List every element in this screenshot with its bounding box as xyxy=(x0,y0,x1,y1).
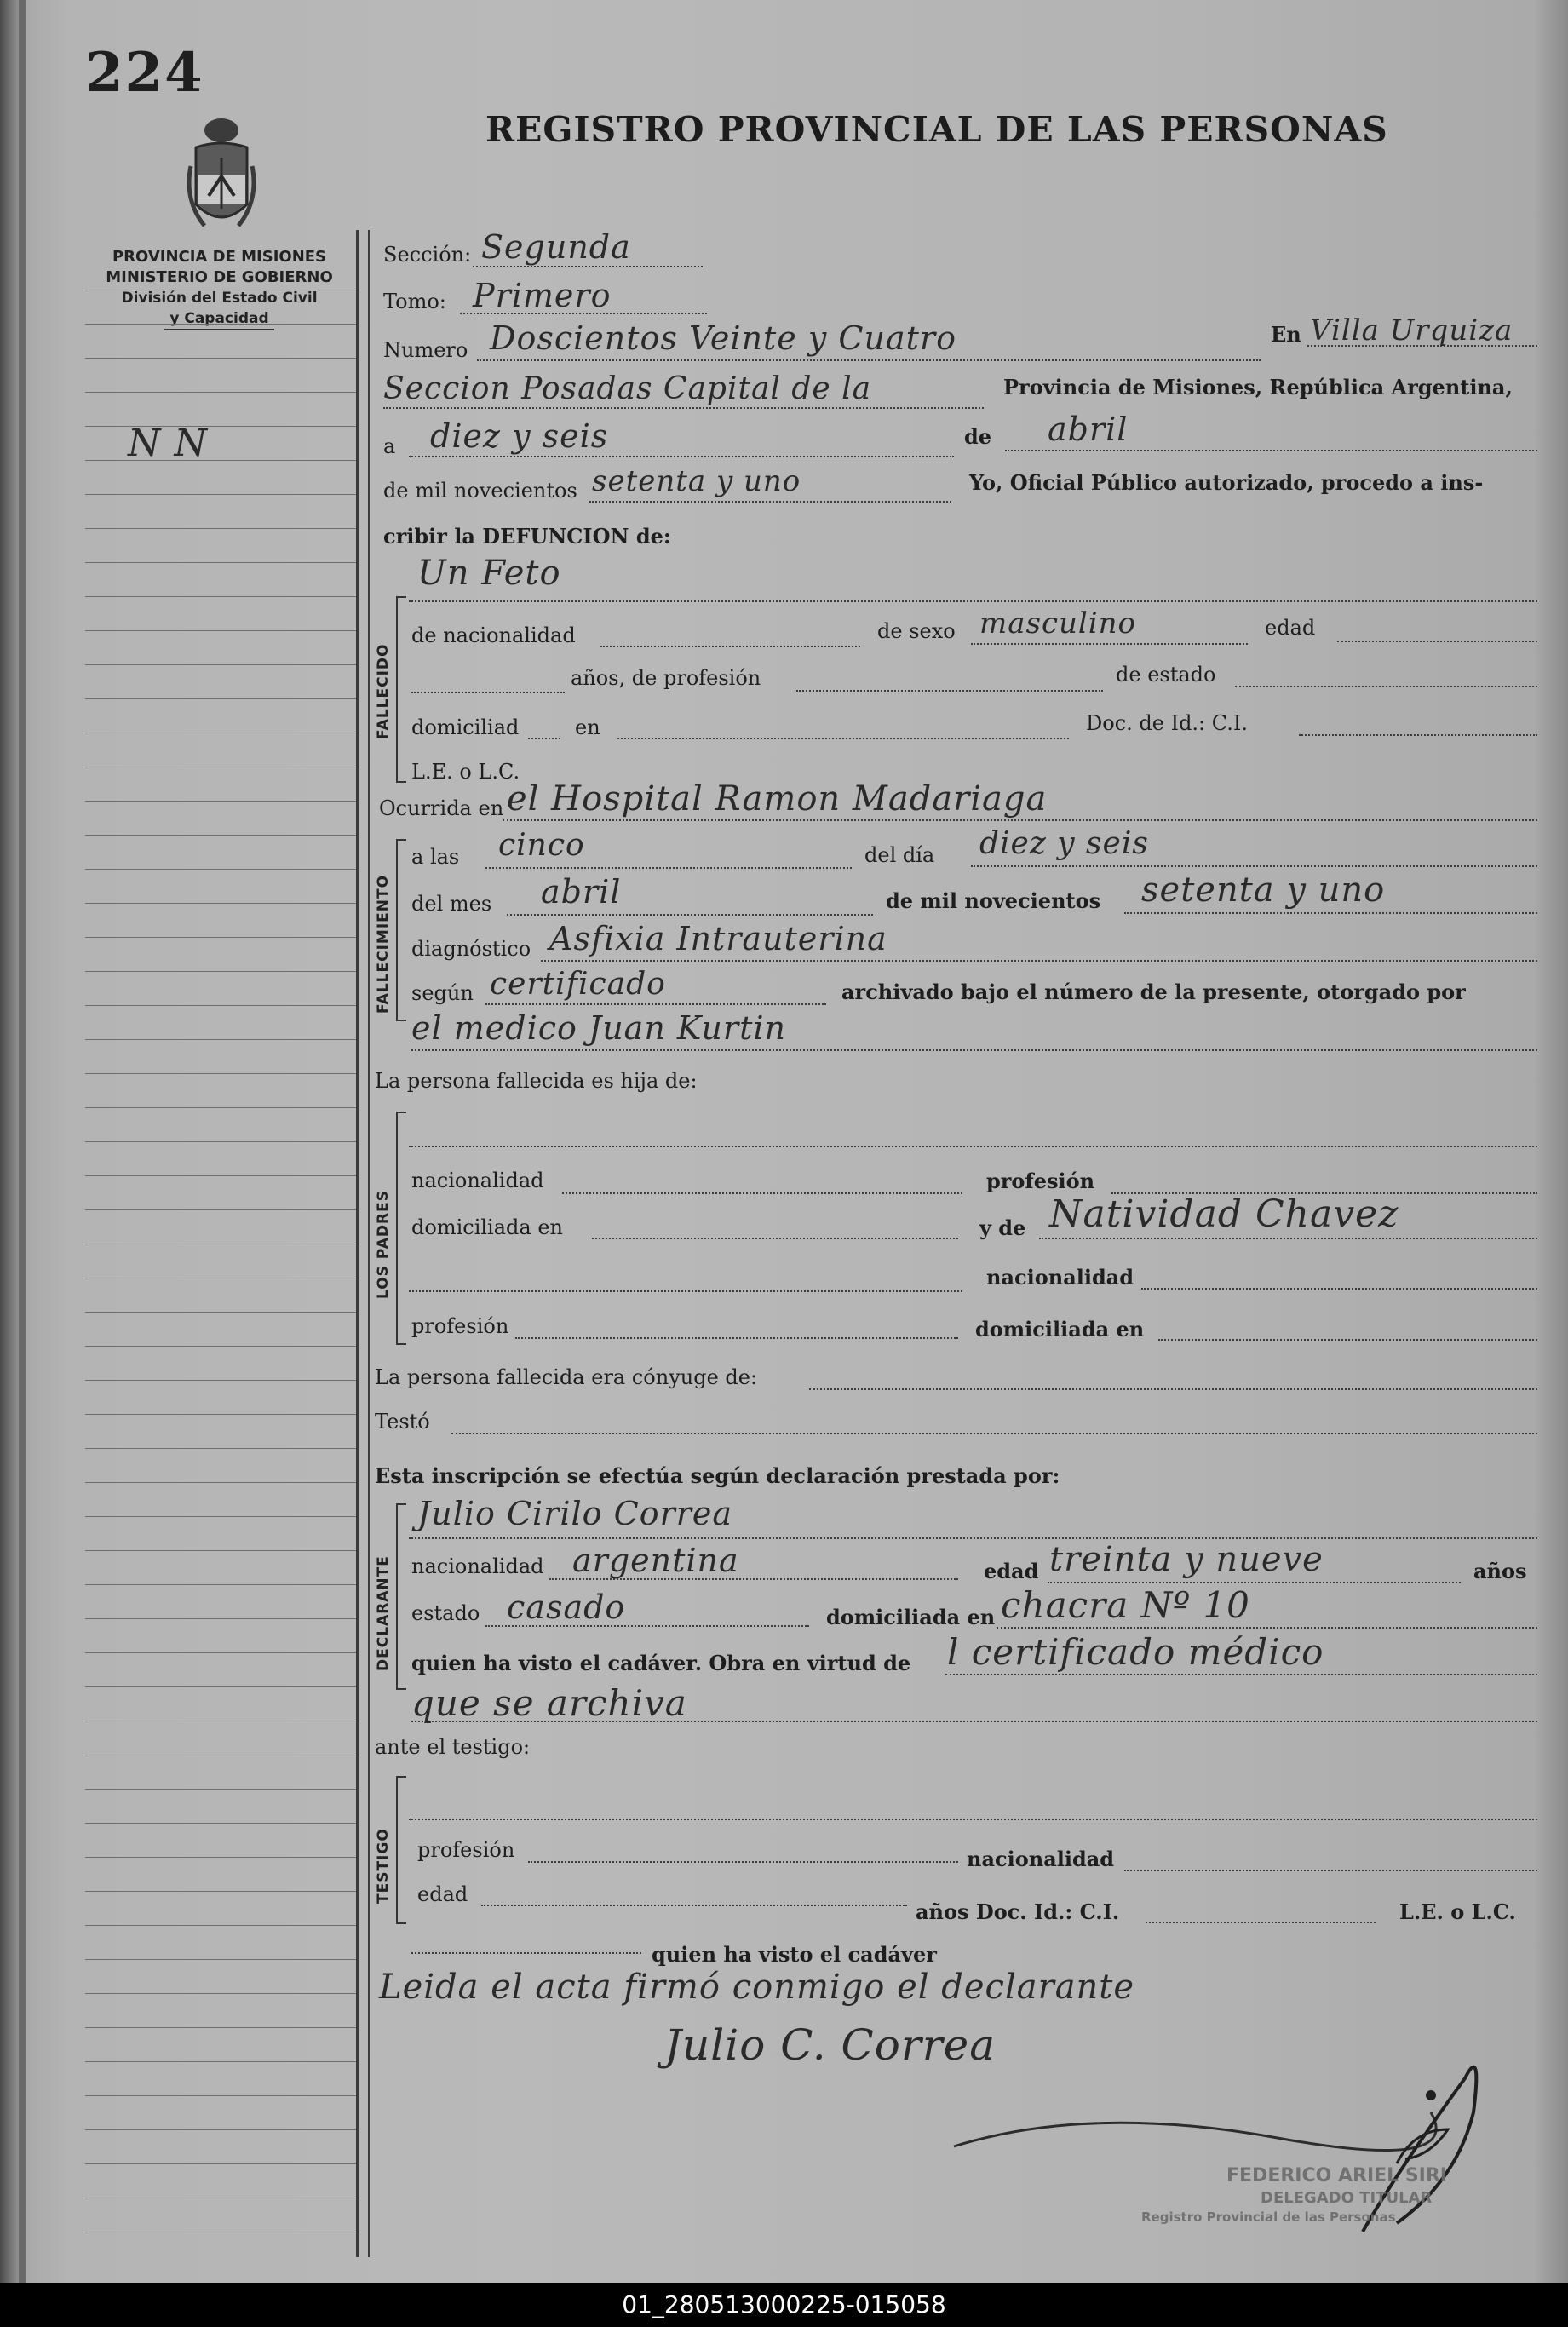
fallecido-side-label: FALLECIDO xyxy=(375,643,392,739)
declarante-edad-line xyxy=(1048,1582,1461,1583)
fallecido-sexo-label: de sexo xyxy=(877,619,956,643)
hora-value: cinco xyxy=(498,828,585,863)
margin-rule-line xyxy=(85,664,356,665)
declarante-obra-value: l certificado médico xyxy=(947,1631,1324,1673)
declarante-name-line xyxy=(409,1537,1537,1539)
testigo-quien-label: quien ha visto el cadáver xyxy=(652,1942,937,1967)
margin-note: N N xyxy=(128,422,208,465)
fallecido-bracket xyxy=(396,596,406,783)
inscribir-label: cribir la DEFUNCION de: xyxy=(383,524,671,549)
form-left-border xyxy=(356,230,359,2257)
closing-note: Leida el acta firmó conmigo el declarante xyxy=(379,1968,1135,2007)
declarante-bracket xyxy=(396,1503,406,1690)
seccion2-value: Seccion Posadas Capital de la xyxy=(383,371,872,406)
margin-rule-line xyxy=(85,1516,356,1517)
fallecido-sexo-value: masculino xyxy=(979,606,1137,641)
fallecimiento-side-label: FALLECIMIENTO xyxy=(375,874,392,1014)
margin-rule-line xyxy=(85,2163,356,2164)
fallecimiento-anio-line xyxy=(1124,912,1537,914)
margin-rule-line xyxy=(85,1312,356,1313)
fallecimiento-anio-value: setenta y uno xyxy=(1141,870,1386,910)
padres-extra-line xyxy=(409,1290,962,1292)
seccion-label: Sección: xyxy=(383,243,472,267)
declarante-obra-line xyxy=(945,1674,1537,1675)
fallecido-nac-label: de nacionalidad xyxy=(411,623,576,647)
margin-rule-line xyxy=(85,1857,356,1858)
stamp-title: DELEGADO TITULAR xyxy=(1261,2189,1433,2207)
diagnostico-line xyxy=(541,960,1537,962)
margin-rule-line xyxy=(85,1209,356,1210)
margin-rule-line xyxy=(85,2061,356,2062)
margin-rule-line xyxy=(85,630,356,631)
margin-rule-line xyxy=(85,1482,356,1483)
segun-label: según xyxy=(411,981,474,1005)
fallecido-sexo-line xyxy=(971,643,1248,645)
agency-ministry: MINISTERIO DE GOBIERNO xyxy=(106,268,333,286)
tomo-value: Primero xyxy=(473,277,612,314)
margin-rule-line xyxy=(85,1925,356,1926)
margin-rule-line xyxy=(85,1959,356,1960)
delmes-label: del mes xyxy=(411,892,492,916)
alas-label: a las xyxy=(411,845,460,869)
madre-prof-line xyxy=(515,1337,958,1339)
padre-prof-label: profesión xyxy=(986,1169,1095,1193)
margin-rule-line xyxy=(85,1789,356,1790)
fallecido-le-label: L.E. o L.C. xyxy=(411,760,520,784)
conyuge-label: La persona fallecida era cónyuge de: xyxy=(375,1365,758,1389)
numero-label: Numero xyxy=(383,338,468,362)
margin-rule-line xyxy=(85,869,356,870)
anio-line xyxy=(589,501,951,503)
declarante-obra-value2: que se archiva xyxy=(411,1682,687,1724)
padre-dom-line xyxy=(592,1238,958,1239)
margin-rule-line xyxy=(85,1823,356,1824)
testigo-le-line xyxy=(411,1952,641,1954)
padre-name-line xyxy=(409,1146,1537,1147)
margin-rule-line xyxy=(85,1107,356,1108)
padre-nac-line xyxy=(562,1192,962,1194)
fallecido-dom-label: domiciliad xyxy=(411,715,520,739)
deldia-value: diez y seis xyxy=(979,826,1149,861)
archivado-label: archivado bajo el número de la presente, otorgado por xyxy=(841,980,1466,1004)
seccion2-line xyxy=(383,407,984,409)
en-value: Villa Urquiza xyxy=(1310,313,1513,348)
margin-rule-line xyxy=(85,1141,356,1142)
margin-rule-line xyxy=(85,2027,356,2028)
margin-rule-line xyxy=(85,1005,356,1006)
margin-rule-line xyxy=(85,494,356,495)
declarante-estado-label: estado xyxy=(411,1601,480,1625)
fallecido-name-line xyxy=(409,600,1537,602)
declarante-quien-label: quien ha visto el cadáver. Obra en virtud de xyxy=(411,1651,911,1675)
ocurrida-value: el Hospital Ramon Madariaga xyxy=(507,779,1048,819)
fallecido-anios-line xyxy=(411,692,565,693)
declarante-nac-label: nacionalidad xyxy=(411,1554,544,1578)
margin-rule-line xyxy=(85,971,356,972)
margin-rule-line xyxy=(85,528,356,529)
margin-rule-line xyxy=(85,392,356,393)
testigo-ci-line xyxy=(1146,1922,1376,1923)
madre-nac-line xyxy=(1141,1288,1537,1290)
segun-value: certificado xyxy=(490,967,666,1002)
madre-nac-label: nacionalidad xyxy=(986,1265,1134,1290)
testigo-prof-line xyxy=(528,1861,958,1863)
declarante-name-value: Julio Cirilo Correa xyxy=(417,1495,733,1532)
ocurrida-line xyxy=(503,819,1537,821)
provincia-label: Provincia de Misiones, República Argentina, xyxy=(1003,375,1513,399)
agency-capacity: y Capacidad xyxy=(164,308,273,330)
testigo-bracket xyxy=(396,1776,406,1924)
margin-rule-line xyxy=(85,1073,356,1074)
margin-rule-line xyxy=(85,2095,356,2096)
declarante-estado-value: casado xyxy=(507,1589,626,1626)
mil-label: de mil novecientos xyxy=(383,479,577,503)
declarante-anios-label: años xyxy=(1473,1559,1527,1583)
margin-rule-line xyxy=(85,324,356,325)
testigo-le-label: L.E. o L.C. xyxy=(1399,1899,1516,1924)
a-label: a xyxy=(383,434,396,458)
fallecido-dom-line xyxy=(528,738,560,739)
margin-rule-line xyxy=(85,1891,356,1892)
padres-side-label: LOS PADRES xyxy=(375,1190,392,1299)
fallecido-doc-label: Doc. de Id.: C.I. xyxy=(1086,711,1249,735)
testigo-nac-label: nacionalidad xyxy=(967,1847,1115,1871)
testigo-edad-line xyxy=(481,1905,907,1906)
testigo-nac-line xyxy=(1124,1870,1537,1871)
de-label: de xyxy=(964,424,992,449)
tomo-label: Tomo: xyxy=(383,290,446,313)
en-label: En xyxy=(1271,322,1301,347)
declarant-signature: Julio C. Correa xyxy=(664,2020,997,2070)
margin-rule-line xyxy=(85,1380,356,1381)
anio-value: setenta y uno xyxy=(592,464,801,498)
conyuge-line xyxy=(809,1388,1537,1390)
dia-line xyxy=(409,456,954,457)
diagnostico-label: diagnóstico xyxy=(411,937,531,961)
madre-dom-label: domiciliada en xyxy=(975,1317,1145,1342)
declarante-dom-line xyxy=(997,1627,1537,1629)
margin-rule-line xyxy=(85,1584,356,1585)
madre-line xyxy=(1039,1238,1537,1239)
declarante-side-label: DECLARANTE xyxy=(375,1555,392,1671)
mes-value: abril xyxy=(1048,411,1129,448)
fallecido-name-value: Un Feto xyxy=(417,554,561,593)
margin-notes-column xyxy=(85,290,356,2249)
madre-prof-label: profesión xyxy=(411,1314,509,1338)
agency-division: División del Estado Civil xyxy=(121,290,318,307)
margin-rule-line xyxy=(85,2129,356,2130)
margin-rule-line xyxy=(85,1039,356,1040)
stamp-office: Registro Provincial de las Personas xyxy=(1141,2209,1396,2225)
declarante-dom-label: domiciliada en xyxy=(826,1605,996,1629)
margin-rule-line xyxy=(85,903,356,904)
margin-rule-line xyxy=(85,358,356,359)
testigo-side-label: TESTIGO xyxy=(375,1828,392,1904)
testigo-edad-label: edad xyxy=(417,1882,468,1906)
stamp-name: FEDERICO ARIEL SIRI xyxy=(1226,2165,1447,2186)
deldia-line xyxy=(971,865,1537,867)
yde-label: y de xyxy=(979,1215,1026,1240)
delmes-line xyxy=(507,914,873,916)
margin-rule-line xyxy=(85,1993,356,1994)
agency-province: PROVINCIA DE MISIONES xyxy=(112,248,327,266)
page-number: 224 xyxy=(85,41,204,105)
numero-line xyxy=(477,359,1261,361)
delmes-value: abril xyxy=(541,873,622,911)
margin-rule-line xyxy=(85,596,356,597)
fallecido-edad-line xyxy=(1337,641,1537,642)
padres-bracket xyxy=(396,1112,406,1345)
declarante-edad-value: treinta y nueve xyxy=(1049,1540,1324,1579)
seccion-value: Segunda xyxy=(481,228,631,266)
declarante-edad-label: edad xyxy=(984,1559,1039,1583)
national-seal-icon xyxy=(179,115,264,243)
margin-rule-line xyxy=(85,1346,356,1347)
testo-line xyxy=(451,1433,1537,1434)
medico-value: el medico Juan Kurtin xyxy=(411,1009,786,1047)
binding-edge xyxy=(19,0,26,2283)
declarante-dom-value: chacra Nº 10 xyxy=(1001,1584,1250,1626)
dia-value: diez y seis xyxy=(430,417,609,455)
madre-value: Natividad Chavez xyxy=(1049,1192,1399,1236)
fallecido-anios-label: años, de profesión xyxy=(571,666,761,690)
document-title: REGISTRO PROVINCIAL DE LAS PERSONAS xyxy=(485,109,1388,150)
margin-rule-line xyxy=(85,1652,356,1653)
margin-rule-line xyxy=(85,698,356,699)
seccion-line xyxy=(473,266,703,267)
margin-rule-line xyxy=(85,1550,356,1551)
margin-rule-line xyxy=(85,1448,356,1449)
fallecido-prof-line xyxy=(796,690,1103,692)
fallecido-nac-line xyxy=(600,646,860,647)
padre-dom-label: domiciliada en xyxy=(411,1215,563,1239)
oficial-label: Yo, Oficial Público autorizado, procedo a ins- xyxy=(969,470,1484,495)
mes-line xyxy=(1005,450,1537,451)
testigo-anios-label: años Doc. Id.: C.I. xyxy=(916,1899,1120,1924)
hora-line xyxy=(485,867,852,869)
testo-label: Testó xyxy=(375,1410,430,1434)
declaracion-label: Esta inscripción se efectúa según declaración prestada por: xyxy=(375,1463,1060,1488)
medico-line xyxy=(411,1049,1537,1051)
fallecido-en-line xyxy=(617,738,1069,739)
image-id-footer: 01_280513000225-015058 xyxy=(0,2283,1568,2327)
testigo-prof-label: profesión xyxy=(417,1838,515,1862)
margin-rule-line xyxy=(85,801,356,802)
form-left-border-inner xyxy=(368,230,370,2257)
ocurrida-label: Ocurrida en xyxy=(379,796,504,820)
margin-rule-line xyxy=(85,1618,356,1619)
testigo-ante-label: ante el testigo: xyxy=(375,1735,531,1759)
margin-rule-line xyxy=(85,1175,356,1176)
margin-rule-line xyxy=(85,1686,356,1687)
testigo-name-line xyxy=(409,1819,1537,1820)
margin-rule-line xyxy=(85,937,356,938)
hija-label: La persona fallecida es hija de: xyxy=(375,1069,698,1093)
deldia-label: del día xyxy=(864,843,935,867)
fallecimiento-mil-label: de mil novecientos xyxy=(886,888,1101,913)
margin-rule-line xyxy=(85,562,356,563)
fallecido-edad-label: edad xyxy=(1265,616,1316,640)
fallecido-estado-label: de estado xyxy=(1116,663,1216,687)
numero-value: Doscientos Veinte y Cuatro xyxy=(490,319,956,357)
margin-rule-line xyxy=(85,1414,356,1415)
diagnostico-value: Asfixia Intrauterina xyxy=(549,920,887,957)
margin-rule-line xyxy=(85,835,356,836)
fallecimiento-bracket xyxy=(396,839,406,1021)
fallecido-estado-line xyxy=(1235,686,1537,687)
segun-line xyxy=(485,1003,826,1005)
fallecido-en-label: en xyxy=(575,715,600,739)
madre-dom-line xyxy=(1158,1339,1537,1341)
margin-rule-line xyxy=(85,460,356,461)
padre-nac-label: nacionalidad xyxy=(411,1169,544,1192)
fallecido-doc-line xyxy=(1299,734,1537,736)
margin-rule-line xyxy=(85,426,356,427)
declarante-nac-value: argentina xyxy=(572,1542,739,1579)
